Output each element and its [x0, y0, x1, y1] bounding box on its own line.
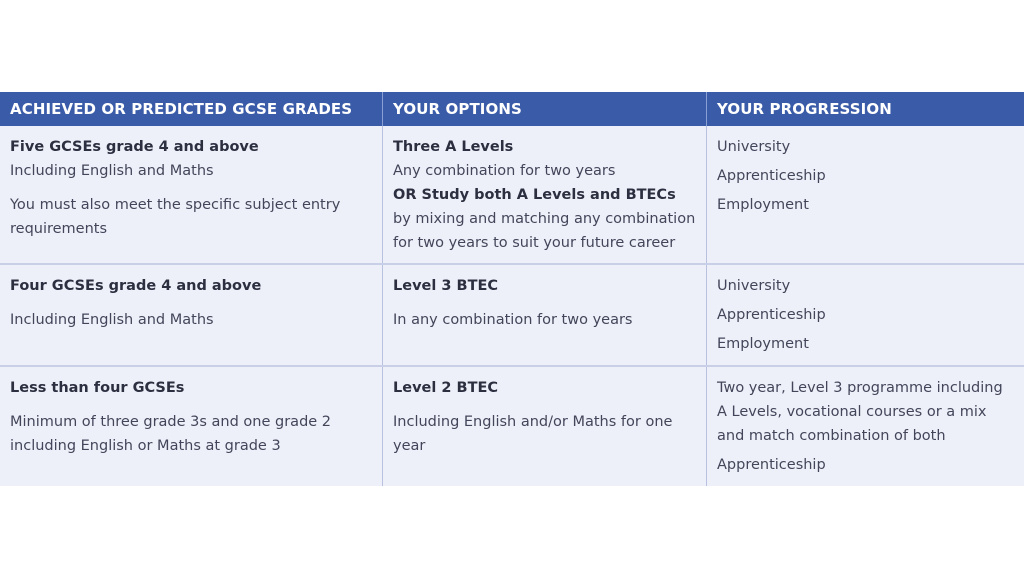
progression-item: Two year, Level 3 programme including A Levels, vocational courses or a mix and match combination of both: [717, 380, 1003, 444]
options-text-2: [393, 183, 696, 255]
gcse-options-table: [0, 92, 1024, 486]
progression-cell: [707, 126, 1024, 263]
table-header-row: [0, 92, 1024, 126]
progression-item: University: [717, 139, 791, 155]
header-progression: YOUR PROGRESSION: [717, 100, 892, 118]
options-title: Level 3 BTEC: [393, 278, 499, 294]
progression-item: Employment: [717, 336, 809, 352]
progression-item: Apprenticeship: [717, 168, 826, 184]
progression-item: University: [717, 278, 791, 294]
options-title: Three A Levels: [393, 139, 514, 155]
table-row: [0, 126, 1024, 265]
header-grades: ACHIEVED OR PREDICTED GCSE GRADES: [0, 92, 383, 126]
progression-cell: [707, 265, 1024, 365]
options-cell: [383, 265, 707, 365]
table-row: [0, 367, 1024, 486]
options-continuation: by mixing and matching any combination for two years to suit your future career: [393, 211, 696, 251]
options-text: Any combination for two years: [393, 163, 616, 179]
grades-subtitle: Including English and Maths: [10, 163, 214, 179]
progression-item: Employment: [717, 197, 809, 213]
header-options: YOUR OPTIONS: [383, 92, 707, 126]
grades-title: Five GCSEs grade 4 and above: [10, 139, 259, 155]
grades-note: You must also meet the specific subject entry requirements: [10, 197, 341, 237]
options-text: Including English and/or Maths for one year: [393, 414, 673, 454]
progression-cell: [707, 367, 1024, 486]
grades-subtitle: Including English and Maths: [10, 312, 214, 328]
progression-item: Apprenticeship: [717, 307, 826, 323]
options-cell: [383, 367, 707, 486]
progression-item: Apprenticeship: [717, 457, 826, 473]
options-title: Level 2 BTEC: [393, 380, 499, 396]
options-cell: [383, 126, 707, 263]
grades-cell: [0, 126, 383, 263]
options-emphasis: OR Study both A Levels and BTECs: [393, 187, 676, 203]
grades-cell: [0, 367, 383, 486]
grades-title: Less than four GCSEs: [10, 380, 185, 396]
table-row: [0, 265, 1024, 367]
grades-title: Four GCSEs grade 4 and above: [10, 278, 262, 294]
grades-cell: [0, 265, 383, 365]
grades-subtitle: Minimum of three grade 3s and one grade 2 including English or Maths at grade 3: [10, 414, 332, 454]
options-text: In any combination for two years: [393, 312, 633, 328]
